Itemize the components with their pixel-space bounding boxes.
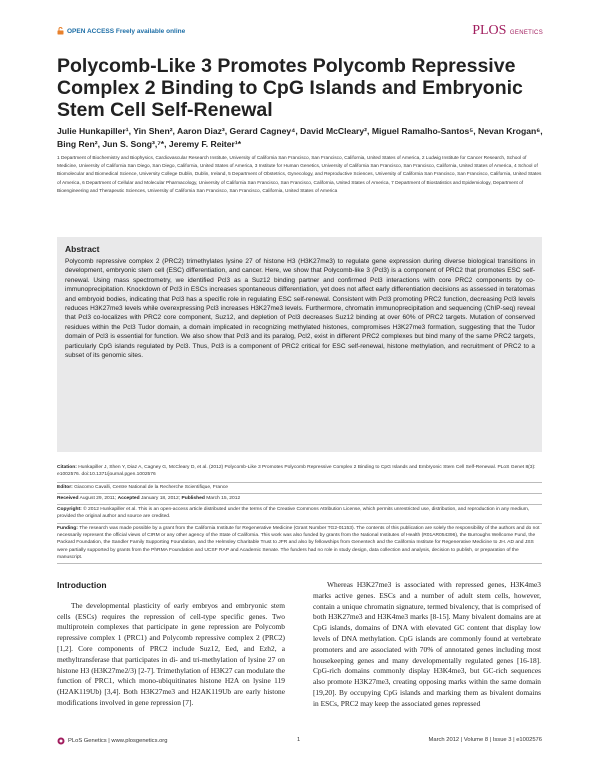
journal-header <box>57 23 543 41</box>
citation <box>57 464 542 478</box>
received-date: August 29, 2011; <box>79 496 117 501</box>
intro-column-left <box>57 580 285 709</box>
dates <box>57 495 542 502</box>
footer-journal <box>57 737 167 745</box>
accepted-date: January 18, 2012; <box>140 496 181 501</box>
intro-column-right <box>313 580 541 710</box>
journal-logo-text: PLOS <box>472 23 507 38</box>
intro-paragraph: The developmental plasticity of early embryos and embryonic stem cells (ESCs) requires the repression of cell-type specific genes. Two multiprotein complexes that participate in gene repression are Polycomb repressive complex 1 (PRC1) and Polycomb repressive complex 2 (PRC2) [1,2]. Core components of PRC2 include Suz12, Eed, and Ezh2, a methyltransferase that participates in di- and tri-methylation of lysine 27 on histone H3 (H3K27me2/3) [2-7]. Trimethylation of H3K27 can modulate the function of PRC1, which mono-ubiquitinates histone H2A on lysine 119 (H2AK119Ub) [3,4]. Both H3K27me3 and H2AK119Ub are early histone modifications involved in gene repression [7]. <box>57 600 285 707</box>
divider <box>57 504 542 505</box>
open-access-badge <box>57 27 185 35</box>
funding-text: The research was made possible by a grant from the California Institute for Regenerative Medicine (Grant Number TG2-01153). The contents of this publication are solely the responsibility of the authors and do not necessarily represent the official views of CIRM or any other agency of the State of California. This work was also funded by grants from the National Institutes of Health (R01AR054396), the Burroughs Wellcome Fund, the Packard Foundation, the Sandler Family Supporting Foundation, and the Helmsley Charitable Trust to JFR and also by fellowships from Genentech and the California Institute for Regenerative Medicine to JH. AD and JSS were partially supported by grants from the PhRMA Foundation and UCSF RAP and Academic Senate. The funders had no role in study design, data collection and analysis, decision to publish, or preparation of the manuscript. <box>57 526 540 560</box>
open-access-text: OPEN ACCESS Freely available online <box>67 27 186 35</box>
page-number: 1 <box>297 737 301 743</box>
plos-logo-icon <box>57 737 65 745</box>
abstract-box <box>57 237 542 452</box>
divider <box>57 493 542 494</box>
editor <box>57 484 542 491</box>
received-label: Received <box>57 496 79 501</box>
citation-label: Citation: <box>57 465 77 470</box>
open-lock-icon <box>57 27 64 35</box>
accepted-label: Accepted <box>117 496 140 501</box>
divider <box>57 563 542 564</box>
affiliations: 1 Department of Biochemistry and Biophysics, Cardiovascular Research Institute, University of California San Francisco, San Francisco, California, United States of America, 2 Ludwig Institute for Cancer Research, School of Medicine, University of California San Diego, San Diego, California, United States of America, 3 Institute for Human Genetics, University of California San Francisco, San Francisco, California, United States of America, 4 School of Biomolecular and Biomedical Science, University College Dublin, Dublin, Ireland, 5 Department of Obstetrics, Gynecology, and Reproductive Sciences, University of California San Francisco, San Francisco, California, United States of America, 6 Department of Cellular and Molecular Pharmacology, University of California San Francisco, San Francisco, California, United States of America, 7 Department of Biostatistics and Epidemiology, Department of Bioengineering and Therapeutic Sciences, University of California San Francisco, San Francisco, California, United States of America <box>57 156 542 194</box>
abstract-heading: Abstract <box>65 244 100 254</box>
divider <box>57 523 542 524</box>
citation-text: Hunkapiller J, Shen Y, Diaz A, Cagney G, McCleary D, et al. (2012) Polycomb-Like 3 Promotes Polycomb Repressive Complex 2 Binding to CpG Islands and Embryonic Stem Cell Self-Renewal. PLoS Genet 8(3): e1002576. doi:10.1371/journal.pgen.1002576 <box>57 465 536 478</box>
section-heading-introduction: Introduction <box>57 580 107 590</box>
divider <box>57 482 542 483</box>
copyright-label: Copyright: <box>57 507 82 512</box>
editor-text: Giacomo Cavalli, Centre National de la Recherche Scientifique, France <box>74 485 228 490</box>
published-label: Published <box>181 496 205 501</box>
funding-label: Funding: <box>57 526 78 531</box>
abstract-text: Polycomb repressive complex 2 (PRC2) trimethylates lysine 27 of histone H3 (H3K27me3) to regulate gene expression during diverse biological transitions in development, embryonic stem cell (ESC) differentiation, and cancer. Here, we show that Polycomb-like 3 (Pcl3) is a component of PRC2 that promotes ESC self-renewal. Using mass spectrometry, we identified Pcl3 as a Suz12 binding partner and confirmed Pcl3 interactions with core PRC2 components by co-immunoprecipitation. Knockdown of Pcl3 in ESCs increases spontaneous differentiation, yet does not affect early differentiation decisions as assessed in teratomas and embryoid bodies, indicating that Pcl3 has a specific role in regulating ESC self-renewal. Consistent with Pcl3 promoting PRC2 function, decreasing Pcl3 levels reduces H3K27me3 levels while overexpressing Pcl3 increases H3K27me3 levels. Furthermore, chromatin immunoprecipitation and sequencing (ChIP-seq) reveal that Pcl3 co-localizes with PRC2 core component, Suz12, and depletion of Pcl3 decreases Suz12 binding at over 60% of PRC2 targets. Mutation of conserved residues within the Pcl3 Tudor domain, a domain implicated in recognizing methylated histones, compromises H3K27me3 formation, suggesting that the Tudor domain of Pcl3 is essential for function. We also show that Pcl3 and its paralog, Pcl2, exist in different PRC2 complexes but bind many of the same PRC2 targets, particularly CpG islands regulated by Pcl3. Thus, Pcl3 is a component of PRC2 critical for ESC self-renewal, histone methylation, and recruitment of PRC2 to a subset of its genomic sites. <box>65 258 535 360</box>
copyright <box>57 506 542 520</box>
author-list: Julie Hunkapiller¹, Yin Shen², Aaron Diaz³, Gerard Cagney⁴, David McCleary², Miguel Ramalho-Santos⁵, Nevan Krogan⁶, Bing Ren², Jun S. Song³,⁷*, Jeremy F. Reiter¹* <box>57 126 543 149</box>
published-date: March 15, 2012 <box>206 496 241 501</box>
journal-logo-sub: GENETICS <box>509 30 543 36</box>
funding <box>57 525 542 561</box>
copyright-text: © 2012 Hunkapiller et al. This is an open-access article distributed under the terms of the Creative Commons Attribution License, which permits unrestricted use, distribution, and reproduction in any medium, provided the original author and source are credited. <box>57 507 530 520</box>
intro-paragraph: Whereas H3K27me3 is associated with repressed genes, H3K4me3 marks active genes. ESCs and a number of adult stem cells, however, contain a unique chromatin signature, termed bivalency, that is comprised of both H3K27me3 and H3K4me3 marks [8-15]. Many bivalent domains are at CpG islands, domains of DNA with elevated GC content that display low levels of DNA methylation. CpG islands are commonly found at vertebrate promoters and are associated with 70% of annotated genes including most housekeeping genes and many developmentally regulated genes [16-18]. CpG-rich domains commonly display H3K4me3, but GC-rich sequences also promote H3K27me3, creating opposing marks within the same domain [19,20]. By occupying CpG islands and marking them as bivalent domains in ESCs, PRC2 may keep the associated genes repressed <box>313 580 541 708</box>
footer-issue: March 2012 | Volume 8 | Issue 3 | e1002576 <box>428 737 542 743</box>
journal-logo <box>472 23 543 39</box>
footer-journal-text: PLoS Genetics | www.plosgenetics.org <box>68 738 168 744</box>
editor-label: Editor: <box>57 485 73 490</box>
article-title: Polycomb-Like 3 Promotes Polycomb Repressive Complex 2 Binding to CpG Islands and Embryonic Stem Cell Self-Renewal <box>57 55 523 121</box>
page-footer <box>57 737 542 747</box>
